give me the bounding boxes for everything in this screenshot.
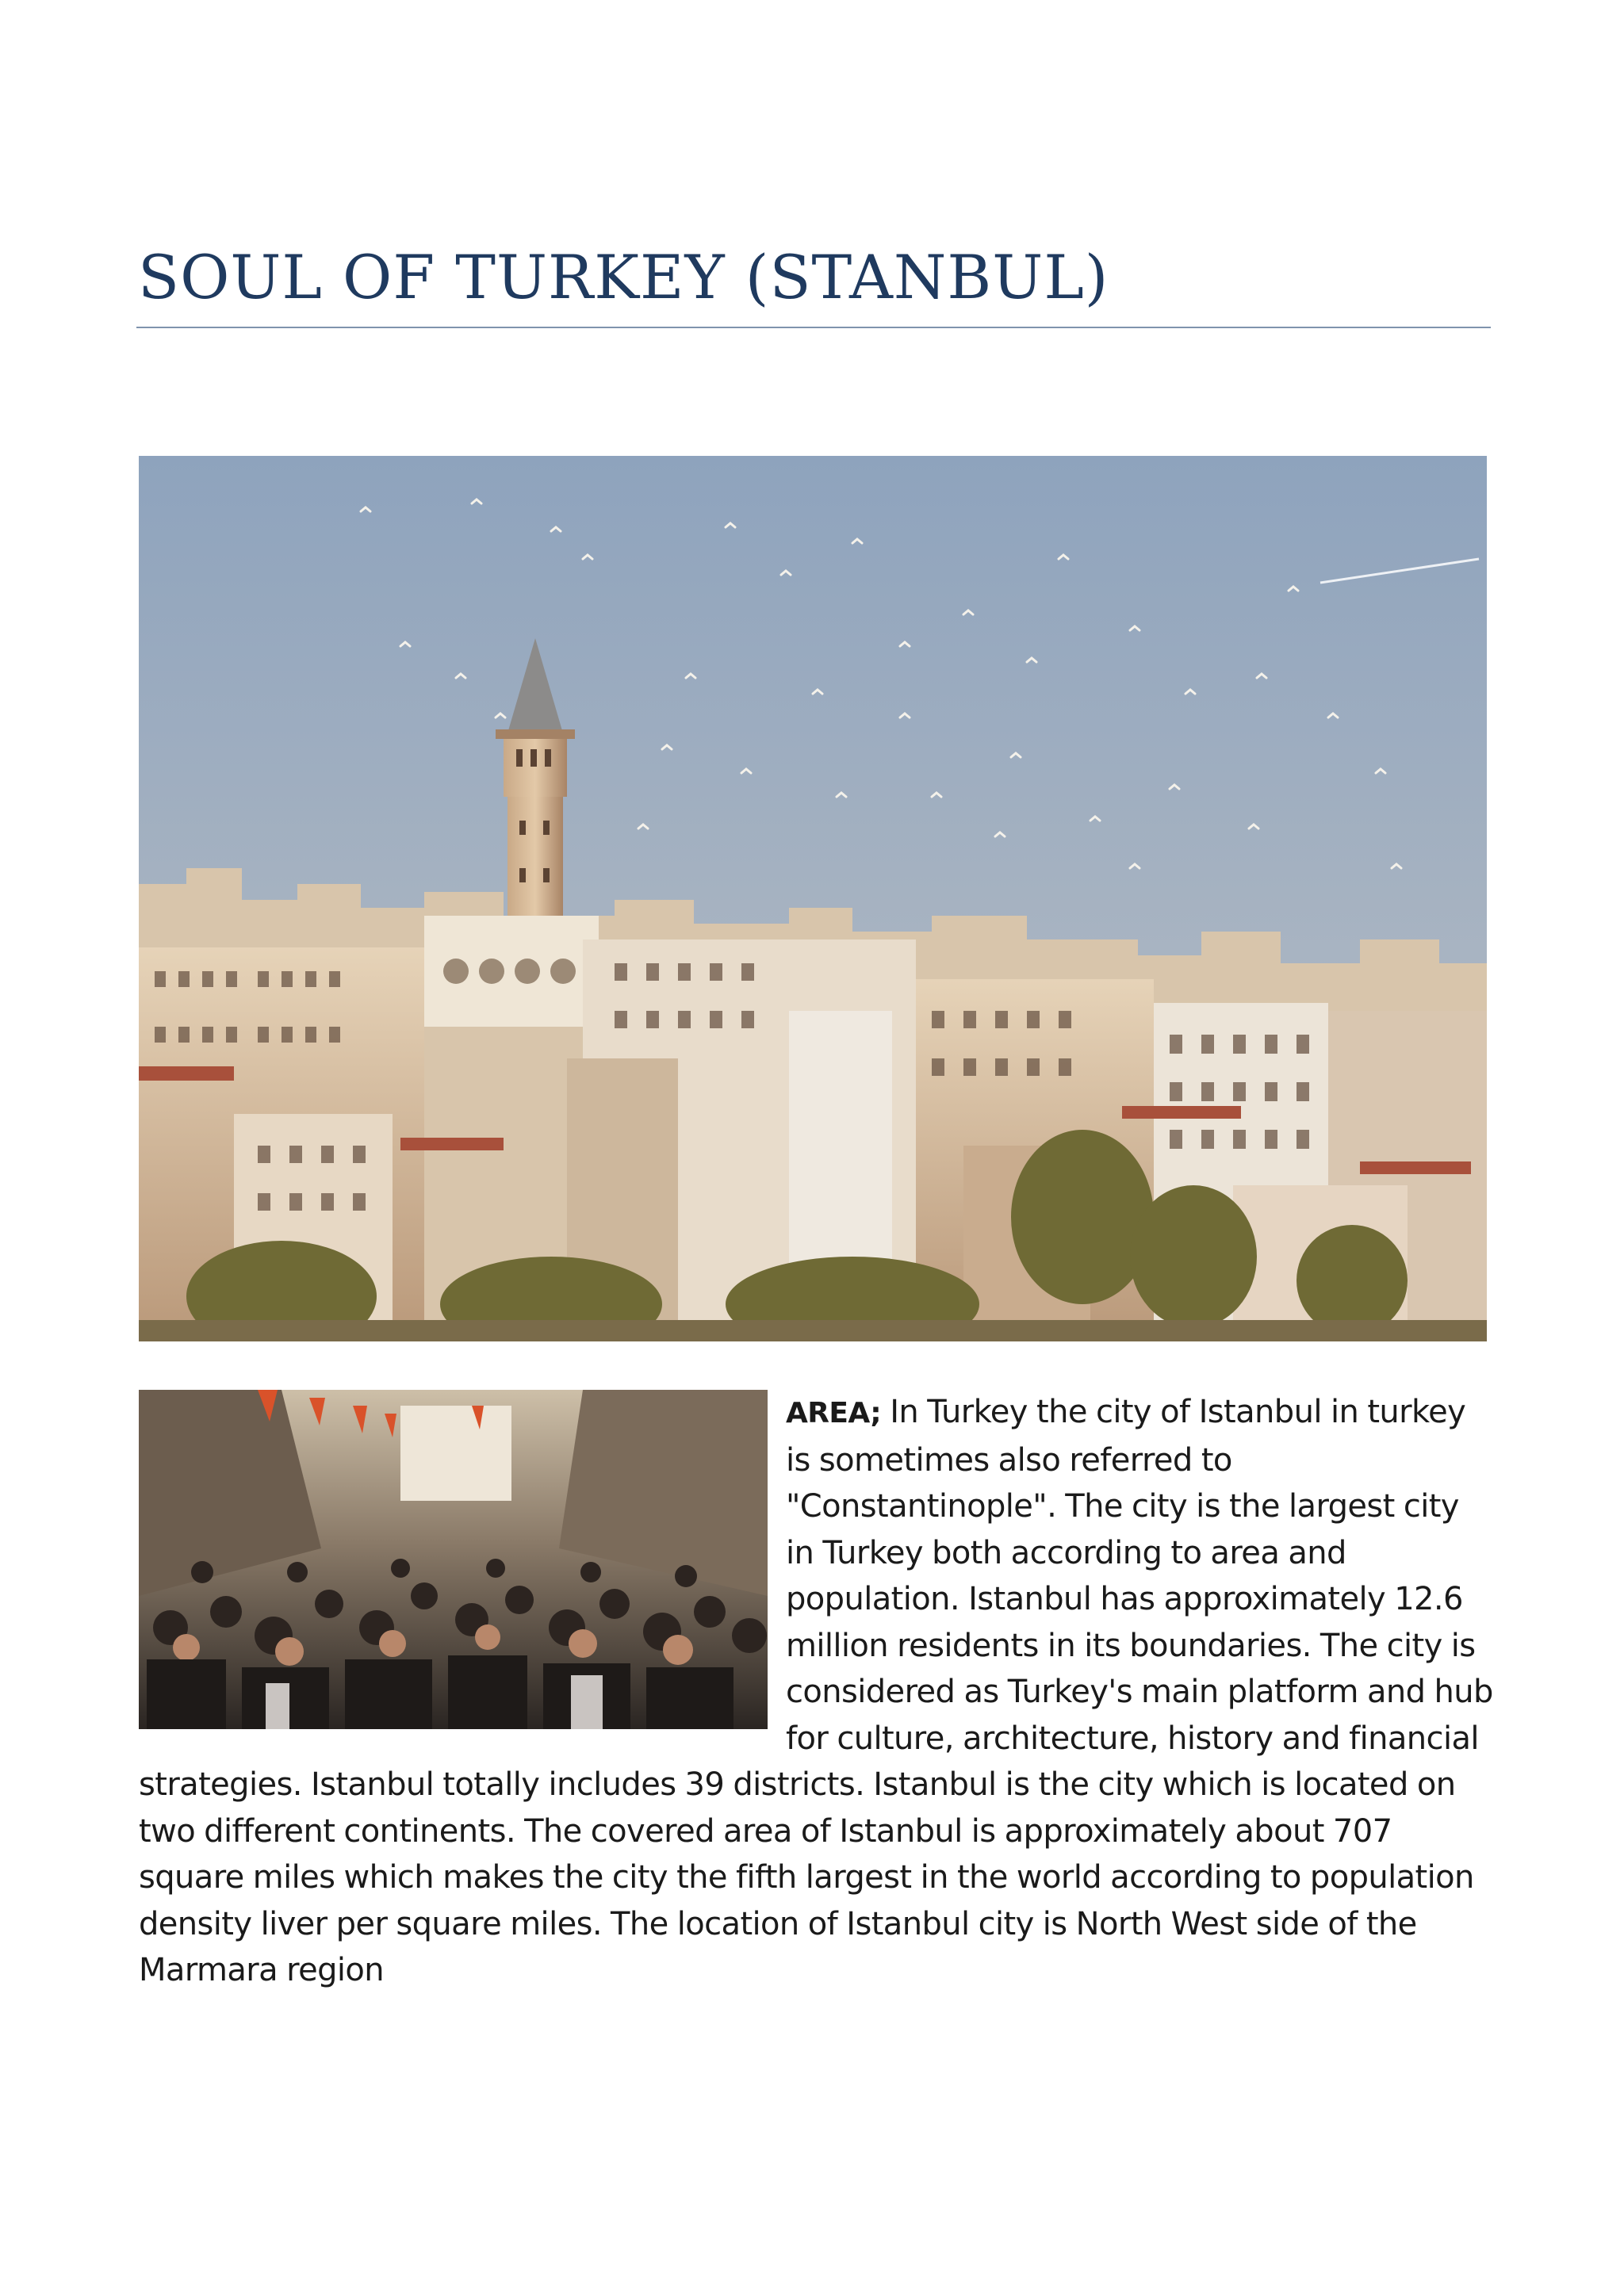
istanbul-skyline-photo — [139, 456, 1487, 1341]
area-label: AREA; — [786, 1397, 882, 1429]
area-body: In Turkey the city of Istanbul in turkey is sometimes also referred to "Constantinople". The city is the largest city in Turkey both according to area and population. Istanbul has approximately 12.6 million residents in its boundaries. The city is considered as Turkey's main platform and hub for culture, architecture, history and financial strategies. Istanbul totally includes 39 districts. Istanbul is the city which is located on two different continents. The covered area of Istanbul is approximately about 707 square miles which makes the city the fifth largest in the world according to population density liver per square miles. The location of Istanbul city is North West side of the Marmara region — [139, 1394, 1493, 1988]
area-section — [139, 1389, 1495, 2007]
image-wrap-spacer — [139, 1389, 786, 1738]
page-title: SOUL OF TURKEY (STANBUL) — [138, 242, 1109, 312]
title-underline — [136, 327, 1491, 328]
